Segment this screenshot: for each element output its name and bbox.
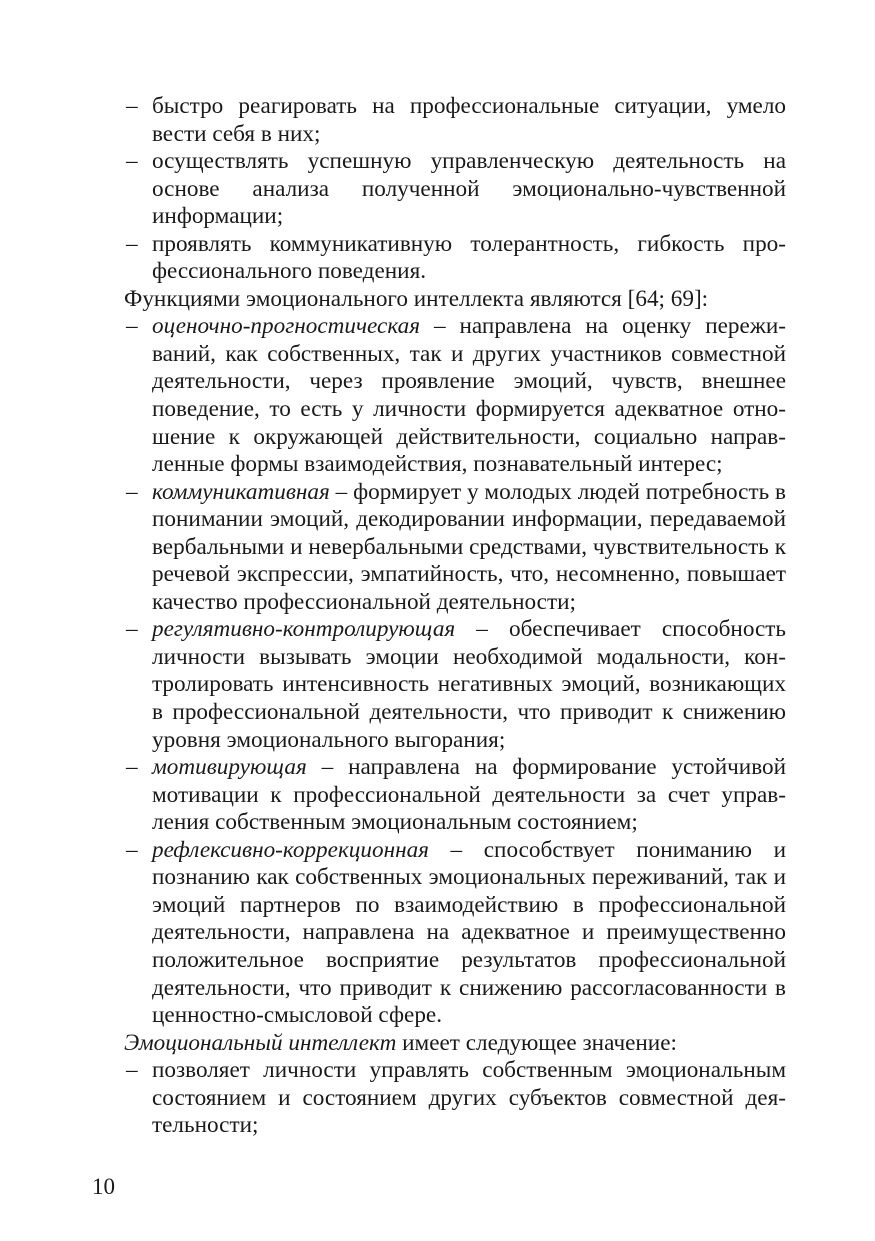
function-term: оценочно-прогностическая xyxy=(152,313,420,340)
function-description: – способствует пониманию и познанию как собственных эмоциональных переживаний, так и эмоций партнеров по взаимодействию в профессиональной деятельности, направлена на адекватное и преимущественно положительное восприятие результатов профессиональной деятельности, что приводит к снижению рассогласованности в ценностно-смысловой сфере. xyxy=(152,836,786,1029)
list-item-text: осуществлять успешную управленческую деятельность на основе анализа полученной эмоционально-чувственной информации; xyxy=(152,148,786,230)
significance-heading xyxy=(124,1030,786,1058)
list-item xyxy=(124,616,786,754)
function-term: коммуникативная xyxy=(152,478,330,505)
page-number: 10 xyxy=(92,1174,115,1199)
list-dash: – xyxy=(126,1057,138,1084)
list-dash: – xyxy=(126,754,138,781)
list-item xyxy=(124,754,786,837)
list-item xyxy=(124,479,786,617)
functions-heading: Функциями эмоционального интеллекта являются [64; 69]: xyxy=(124,285,709,312)
page-body xyxy=(124,93,786,1140)
list-item xyxy=(124,231,786,286)
function-term: регулятивно-контролирующая xyxy=(152,616,456,643)
list-item xyxy=(124,1057,786,1140)
list-dash: – xyxy=(126,93,138,119)
function-description: – направлена на формирование устойчивой мотивации к профессиональной деятельности за счет управления собственным эмоциональным состоянием; xyxy=(152,754,786,836)
list-item xyxy=(124,313,786,478)
function-description: – формирует у молодых людей потребность в понимании эмоций, декодировании информации, передаваемой вербальными и невербальными средствами, чувствительность к речевой экспрессии, эмпатийность, что, несомненно, повышает качество профессиональной деятельности; xyxy=(152,478,786,615)
function-description: – обеспечивает способность личности вызывать эмоции необходимой модальности, контролировать интенсивность негативных эмоций, возникающих в профессиональной деятельности, что приводит к снижению уровня эмоционального выгорания; xyxy=(152,616,786,753)
list-dash: – xyxy=(126,836,138,863)
function-description: – направлена на оценку переживаний, как собственных, так и других участников совместной деятельности, через проявление эмоций, чувств, внешнее поведение, то есть у личности формируется адекватное отношение к окружающей действительности, социально направленные формы взаимодействия, познавательный интерес; xyxy=(152,313,786,478)
list-item xyxy=(124,93,786,148)
list-dash: – xyxy=(126,616,138,643)
significance-term: Эмоциональный интеллект xyxy=(124,1029,397,1056)
list-dash: – xyxy=(126,313,138,340)
list-item xyxy=(124,837,786,1030)
list-dash: – xyxy=(126,478,138,505)
list-item-text: позволяет личности управлять собственным эмоциональным состоянием и состоянием других субъектов совместной деятельности; xyxy=(152,1057,786,1139)
list-dash: – xyxy=(126,148,138,175)
function-term: мотивирующая xyxy=(152,754,307,781)
function-term: рефлексивно-коррекционная xyxy=(152,836,429,863)
list-dash: – xyxy=(126,230,138,257)
list-item-text: проявлять коммуникативную толерантность, гибкость профессионального поведения. xyxy=(152,230,786,285)
list-item xyxy=(124,148,786,231)
significance-heading-text: имеет следующее значение: xyxy=(396,1029,677,1056)
list-item-text: быстро реагировать на профессиональные ситуации, умело вести себя в них; xyxy=(152,93,786,147)
